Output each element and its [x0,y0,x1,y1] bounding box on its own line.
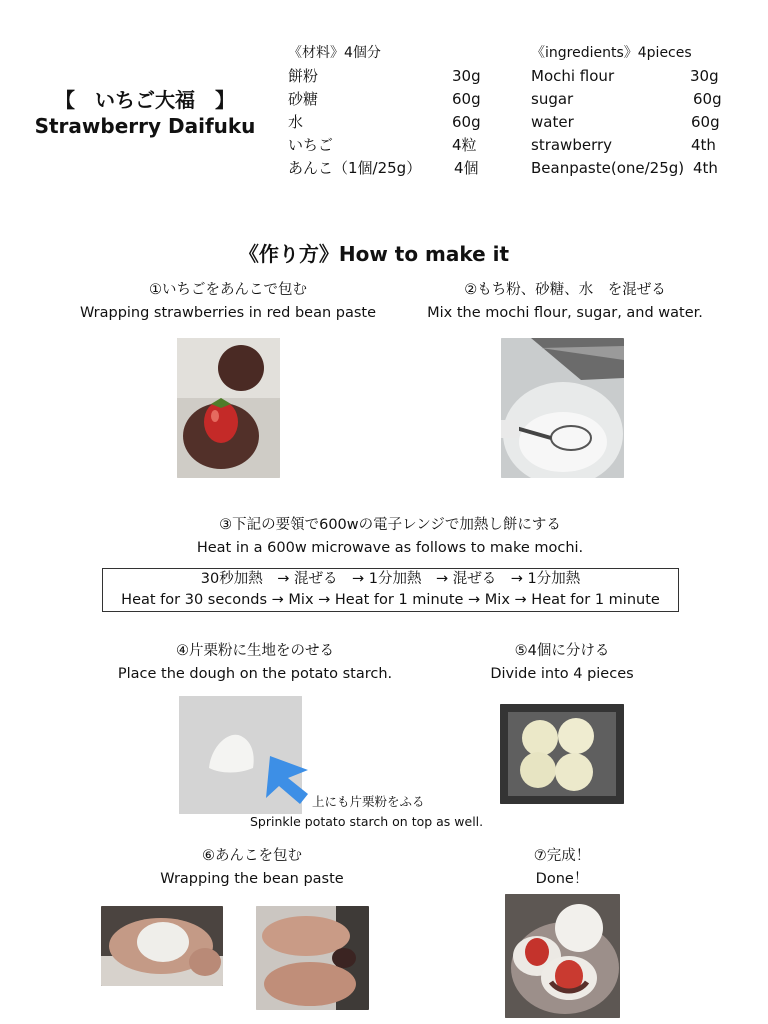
starch-note [250,792,510,832]
ingredient-qty: 60g [693,90,722,108]
step-7-caption [462,845,662,891]
ingredient-name: water [531,113,574,131]
step-7-english: Done！ [535,871,589,887]
ingredient-name: Mochi flour [531,67,615,85]
finished-daifuku-image [505,894,620,1018]
how-to-title: 《作り方》How to make it [238,242,510,266]
divided-dough-image [500,704,624,804]
step-5-japanese: ⑤4個に分ける [514,643,610,659]
ingredients-japanese [288,42,488,180]
ingredients-english [531,42,751,180]
ingredients-english-header: 《ingredients》4pieces [531,45,692,61]
title-japanese: 【 いちご大福 】 [55,88,235,112]
step-2-english: Mix the mochi flour, sugar, and water. [427,305,703,321]
heating-flow-box [102,568,679,612]
ingredient-qty: 4th [691,136,716,154]
step-5-photo [500,704,624,804]
step-1-english: Wrapping strawberries in red bean paste [79,305,377,321]
step-7-japanese: ⑦完成！ [533,848,591,864]
ingredient-name: あんこ（1個/25g） [288,159,422,177]
step-6-japanese: ⑥あんこを包む [202,848,302,864]
step-1-caption [48,279,408,325]
mixing-bowl-image [501,338,624,478]
ingredient-name: strawberry [531,136,613,154]
ingredient-qty: 60g [452,90,481,108]
step-4-japanese: ④片栗粉に生地をのせる [176,643,334,659]
step-2-caption [405,279,725,325]
step-1-photo [177,338,280,478]
ingredients-japanese-header: 《材料》4個分 [288,45,381,61]
bean-paste-strawberry-image [177,338,280,478]
ingredient-name: 砂糖 [288,90,319,108]
step-2-photo [501,338,624,478]
ingredient-qty: 30g [690,67,719,85]
step-1-japanese: ①いちごをあんこで包む [149,282,307,298]
ingredient-name: いちご [288,136,334,154]
step-6-photo-a [101,906,223,986]
hands-wrapping-image [256,906,369,1010]
step-4-english: Place the dough on the potato starch. [117,666,393,682]
ingredient-qty: 4個 [454,159,479,177]
step-4-caption [75,640,435,686]
ingredient-name: Beanpaste(one/25g) [531,159,685,177]
step-6-caption [72,845,432,891]
ingredient-name: sugar [531,90,574,108]
hands-wrapping-image [101,906,223,986]
step-5-english: Divide into 4 pieces [490,666,634,682]
step-3-caption [0,514,768,560]
ingredient-qty: 60g [452,113,481,131]
step-6-english: Wrapping the bean paste [160,871,344,887]
ingredient-qty: 60g [691,113,720,131]
step-3-japanese: ③下記の要領で600wの電子レンジで加熱し餅にする [219,517,561,533]
step-2-japanese: ②もち粉、砂糖、水 を混ぜる [464,282,666,298]
starch-note-japanese: 上にも片栗粉をふる [312,794,425,809]
ingredient-name: 水 [288,113,304,131]
starch-note-english: Sprinkle potato starch on top as well. [250,814,484,829]
step-5-caption [422,640,702,686]
heating-flow-english: Heat for 30 seconds → Mix → Heat for 1 minute → Mix → Heat for 1 minute [121,592,660,608]
step-6-photo-b [256,906,369,1010]
ingredient-qty: 30g [452,67,481,85]
heating-flow-japanese: 30秒加熱 → 混ぜる → 1分加熱 → 混ぜる → 1分加熱 [200,571,581,587]
title-english: Strawberry Daifuku [34,114,256,138]
step-3-english: Heat in a 600w microwave as follows to make mochi. [196,540,584,556]
ingredient-name: 餅粉 [288,67,319,85]
step-7-photo [505,894,620,1018]
ingredient-qty: 4th [693,159,718,177]
ingredient-qty: 4粒 [452,136,477,154]
